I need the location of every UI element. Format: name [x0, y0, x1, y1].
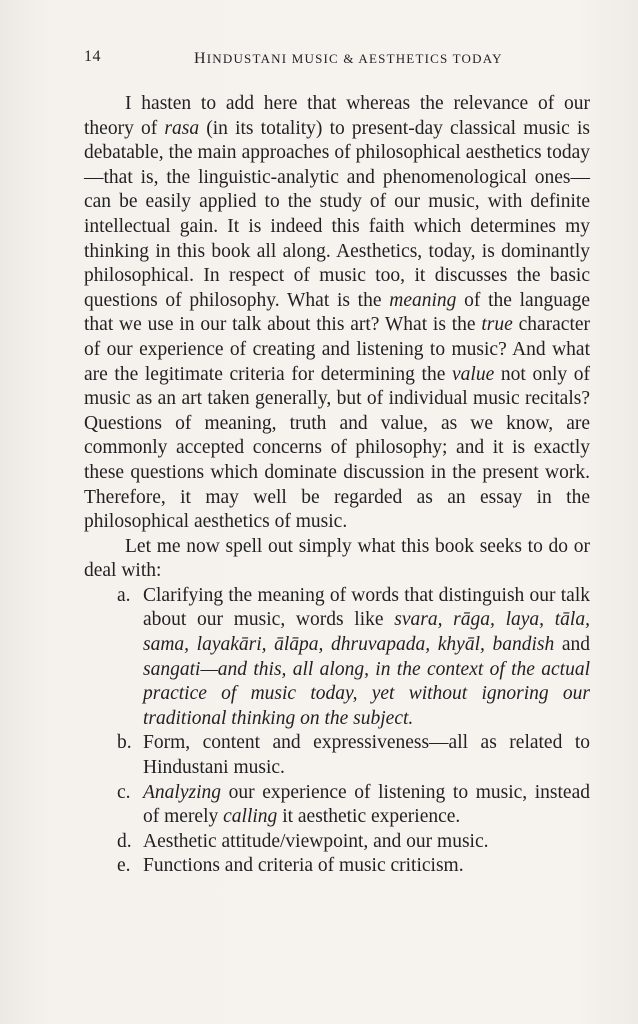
- list-item: [84, 830, 590, 855]
- italic-term: meaning: [389, 289, 457, 311]
- aims-list: [84, 584, 590, 879]
- body-text: [84, 92, 590, 879]
- list-item: [84, 781, 590, 830]
- list-text: Functions and criteria of music criticism.: [143, 855, 464, 877]
- italic-term: sangati: [143, 658, 201, 680]
- italic-term: calling: [223, 806, 278, 828]
- italic-term: svara, rāga, laya, tāla, sama, layakāri, ālāpa, dhruvapada, khyāl, bandish: [143, 609, 590, 656]
- list-text: our experience of listening to music, instead of merely: [143, 781, 590, 828]
- page-number: 14: [84, 48, 101, 65]
- page-header: [84, 48, 598, 70]
- italic-term: rasa: [164, 117, 200, 139]
- paragraph-text: (in its totality) to present-day classical music is debatable, the main approaches of philosophical aesthetics today—that is, the linguistic-analytic and phenomenological ones—can be easily applied to the study of our music, with definite intellectual gain. It is indeed this faith which determines my thinking in this book all along. Aesthetics, today, is dominantly philosophical. In respect of music too, it discusses the basic questions of philosophy. What is the: [84, 117, 591, 311]
- paragraph-text: of the language that we use in our talk about this art? What is the: [84, 289, 591, 336]
- list-text: it aesthetic experience.: [277, 806, 461, 828]
- italic-term: Analyzing: [143, 781, 221, 803]
- list-text: and: [554, 634, 590, 656]
- italic-term: value: [452, 363, 495, 385]
- list-item: [84, 854, 590, 879]
- list-marker: c.: [117, 781, 131, 803]
- list-marker: d.: [117, 830, 132, 852]
- list-text: Form, content and expressiveness—all as related to Hindustani music.: [143, 732, 590, 779]
- paragraph-book-aims: Let me now spell out simply what this book seeks to do or deal with:: [84, 535, 590, 582]
- list-item: [84, 584, 590, 732]
- running-head: HINDUSTANI MUSIC & AESTHETICS TODAY: [194, 50, 503, 67]
- paragraph-relevance-of-rasa: [84, 92, 590, 535]
- list-marker: b.: [117, 732, 132, 754]
- list-text: Aesthetic attitude/viewpoint, and our music.: [143, 830, 489, 852]
- list-marker: a.: [117, 584, 131, 606]
- italic-term: true: [481, 314, 513, 336]
- paragraph-text: character of our experience of creating and listening to music? And what are the legitimate criteria for determining the: [84, 314, 591, 385]
- list-marker: e.: [117, 855, 131, 877]
- paragraph-text: not only of music as an art taken generally, but of individual music recitals? Questions of meaning, truth and value, as we know, are commonly accepted concerns of philosophy; and it is exactly these questions which dominate discussion in the present work. Therefore, it may well be regarded as an essay in the philosophical aesthetics of music.: [84, 363, 590, 533]
- paragraph-text: I hasten to add here that whereas the relevance of our theory of: [84, 93, 590, 139]
- list-item: [84, 731, 590, 780]
- list-text: Clarifying the meaning of words that distinguish our talk about our music, words like: [143, 584, 590, 631]
- italic-text: —and this, all along, in the context of the actual practice of music today, yet without ignoring our traditional thinking on the subject.: [143, 658, 590, 729]
